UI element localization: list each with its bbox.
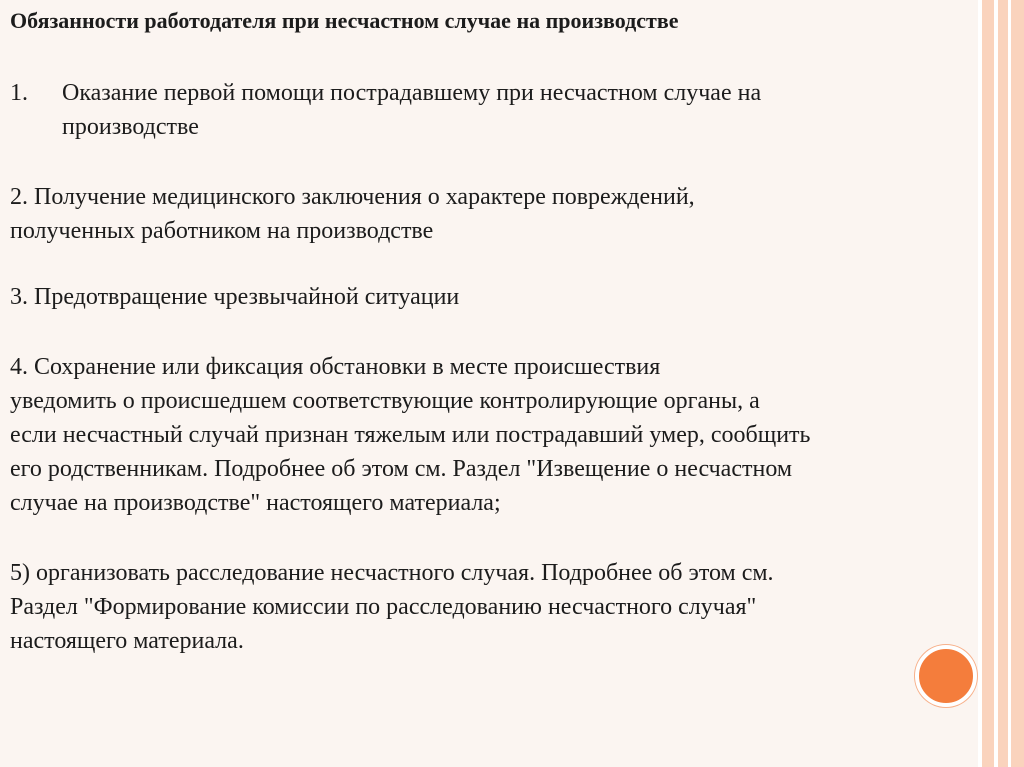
text-line: его родственникам. Подробнее об этом см. Раздел "Извещение о несчастном — [10, 456, 793, 482]
text-line: если несчастный случай признан тяжелым или пострадавший умер, сообщить — [10, 422, 811, 448]
list-item-first-aid — [62, 76, 942, 144]
text-line: Раздел "Формирование комиссии по расследованию несчастного случая" — [10, 594, 757, 620]
text-line: настоящего материала. — [10, 628, 244, 654]
text-line: 3. Предотвращение чрезвычайной ситуации — [10, 284, 460, 310]
decorative-stripe — [982, 0, 994, 767]
text-line: 2. Получение медицинского заключения о характере повреждений, — [10, 184, 695, 210]
list-item-emergency-prevention — [10, 280, 930, 314]
text-line: Оказание первой помощи пострадавшему при несчастном случае на — [62, 80, 762, 106]
slide-title: Обязанности работодателя при несчастном случае на производстве — [10, 8, 679, 33]
list-number: 1. — [10, 80, 28, 106]
text-line: 4. Сохранение или фиксация обстановки в месте происшествия — [10, 354, 661, 380]
text-line: случае на производстве" настоящего материала; — [10, 490, 501, 516]
list-item-investigation — [10, 556, 950, 658]
decorative-stripe — [1011, 0, 1024, 767]
text-line: производстве — [62, 114, 199, 140]
list-item-medical-report — [10, 180, 930, 248]
decorative-stripe — [998, 0, 1008, 767]
list-item-scene-preservation — [10, 350, 970, 520]
text-line: полученных работником на производстве — [10, 218, 434, 244]
text-line: 5) организовать расследование несчастного случая. Подробнее об этом см. — [10, 560, 774, 586]
text-line: уведомить о происшедшем соответствующие контролирующие органы, а — [10, 388, 760, 414]
